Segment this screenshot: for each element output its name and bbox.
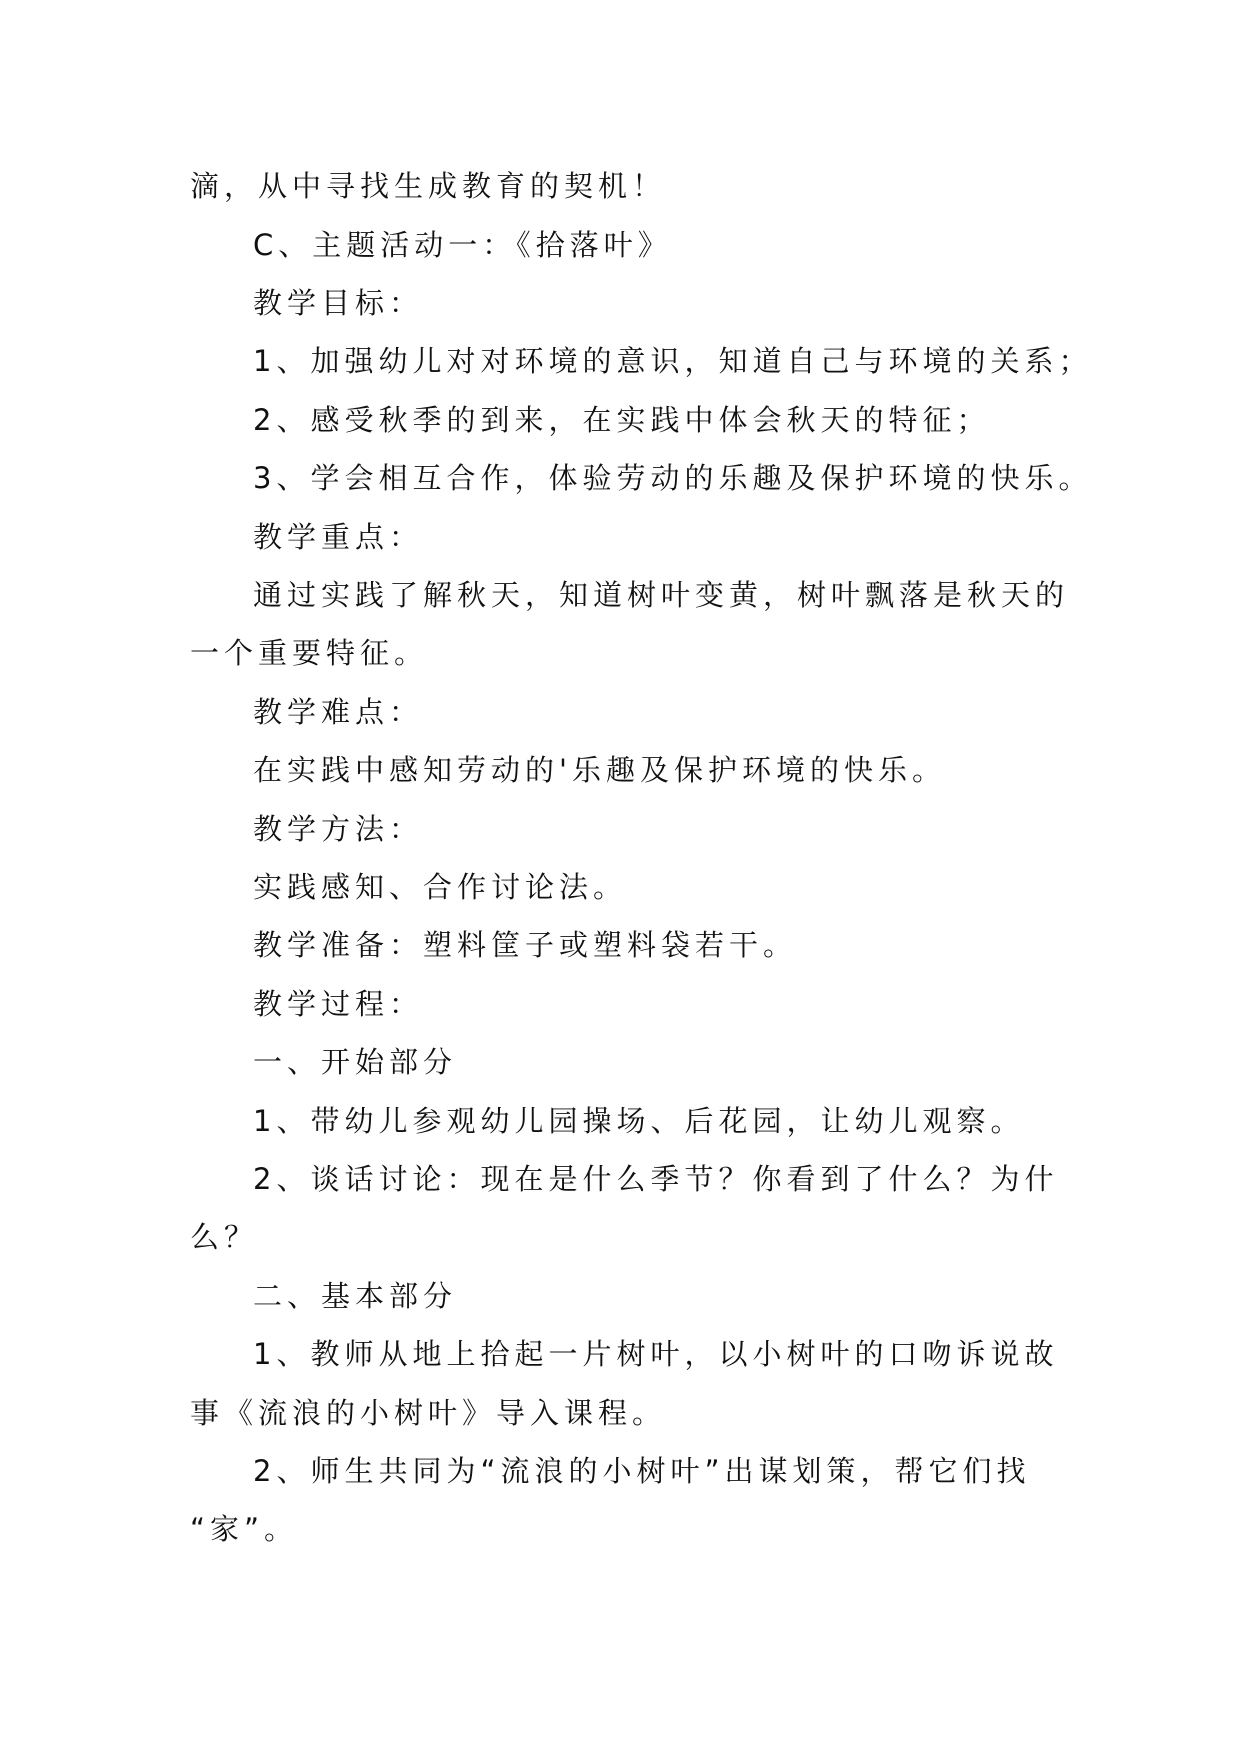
text-line: 1、教师从地上拾起一片树叶，以小树叶的口吻诉说故 [253, 1337, 1059, 1371]
text-line: 教学目标： [253, 286, 424, 320]
text-line: 么？ [190, 1220, 259, 1254]
text-line: 事《流浪的小树叶》导入课程。 [190, 1396, 667, 1430]
text-line: 一、开始部分 [253, 1045, 458, 1079]
text-line: 1、加强幼儿对对环境的意识，知道自己与环境的关系； [253, 344, 1093, 378]
text-line: 教学过程： [253, 987, 424, 1021]
text-line: 在实践中感知劳动的'乐趣及保护环境的快乐。 [253, 753, 946, 787]
text-line: 1、带幼儿参观幼儿园操场、后花园，让幼儿观察。 [253, 1104, 1025, 1138]
text-line: 通过实践了解秋天，知道树叶变黄，树叶飘落是秋天的 [253, 578, 1070, 612]
text-line: 教学难点： [253, 695, 424, 729]
text-line: 滴，从中寻找生成教育的契机！ [190, 169, 667, 203]
text-line: 2、感受秋季的到来，在实践中体会秋天的特征； [253, 403, 991, 437]
text-line: “家”。 [190, 1512, 299, 1546]
text-line: 教学准备：塑料筐子或塑料袋若干。 [253, 928, 798, 962]
text-line: 2、谈话讨论：现在是什么季节？你看到了什么？为什 [253, 1162, 1059, 1196]
text-line: C、主题活动一：《拾落叶》 [253, 228, 672, 262]
text-line: 实践感知、合作讨论法。 [253, 870, 628, 904]
text-line: 二、基本部分 [253, 1279, 458, 1313]
text-line: 3、学会相互合作，体验劳动的乐趣及保护环境的快乐。 [253, 461, 1093, 495]
text-line: 教学重点： [253, 520, 424, 554]
text-line: 教学方法： [253, 812, 424, 846]
text-line: 2、师生共同为“流浪的小树叶”出谋划策，帮它们找 [253, 1454, 1031, 1488]
text-line: 一个重要特征。 [190, 636, 429, 670]
